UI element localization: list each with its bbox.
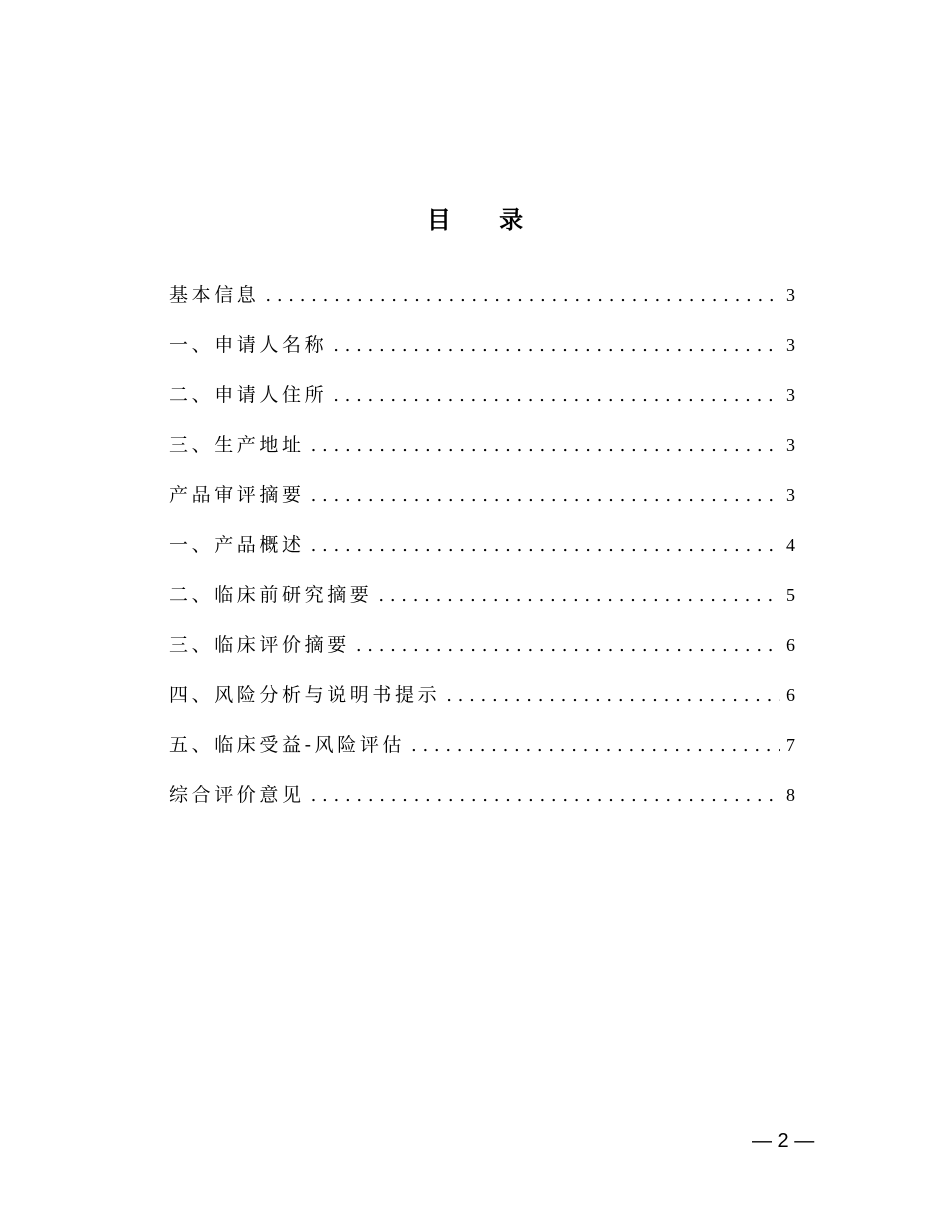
toc-entry-page: 5 [786,585,795,605]
toc-entry-applicant-address[interactable] [169,380,795,430]
toc-entry-label: 二、申请人住所 [169,384,328,406]
toc-entry-risk-analysis[interactable] [169,680,795,730]
page-number: — 2 — [752,1130,815,1152]
toc-entry-page: 7 [786,735,795,755]
toc-entry-label: 综合评价意见 [169,784,305,806]
toc-entry-applicant-name[interactable] [169,330,795,380]
toc-entry-clinical-evaluation[interactable] [169,630,795,680]
toc-entry-page: 8 [786,785,795,805]
toc-dot-leader [333,385,780,406]
toc-entry-label: 产品审评摘要 [169,484,305,506]
toc-entry-page: 3 [786,435,795,455]
toc-dot-leader [446,685,780,706]
toc-entry-product-overview[interactable] [169,530,795,580]
toc-entry-label: 二、临床前研究摘要 [169,584,373,606]
toc-entry-label: 三、生产地址 [169,434,305,456]
toc-entry-overall-opinion[interactable] [169,780,795,830]
toc-entry-preclinical-summary[interactable] [169,580,795,630]
toc-entry-page: 3 [786,285,795,305]
toc-dot-leader [311,435,780,456]
toc-entry-review-summary[interactable] [169,480,795,530]
toc-entry-label: 一、申请人名称 [169,334,328,356]
toc-entry-production-address[interactable] [169,430,795,480]
toc-entry-page: 3 [786,385,795,405]
toc-entry-page: 3 [786,335,795,355]
toc-entry-page: 6 [786,635,795,655]
toc-dot-leader [411,735,780,756]
toc-entry-label: 基本信息 [169,284,260,306]
toc-title: 目 录 [426,205,544,234]
table-of-contents [169,280,795,830]
toc-entry-label: 三、临床评价摘要 [169,634,350,656]
toc-entry-basic-info[interactable] [169,280,795,330]
toc-dot-leader [311,485,780,506]
toc-dot-leader [356,635,780,656]
toc-dot-leader [378,585,780,606]
toc-dot-leader [265,285,780,306]
toc-entry-page: 4 [786,535,795,555]
toc-entry-page: 6 [786,685,795,705]
toc-entry-page: 3 [786,485,795,505]
toc-dot-leader [311,785,780,806]
toc-entry-label: 四、风险分析与说明书提示 [169,684,441,706]
toc-dot-leader [333,335,780,356]
toc-entry-benefit-risk[interactable] [169,730,795,780]
toc-entry-label: 一、产品概述 [169,534,305,556]
toc-entry-label: 五、临床受益-风险评估 [169,734,406,756]
toc-dot-leader [311,535,780,556]
